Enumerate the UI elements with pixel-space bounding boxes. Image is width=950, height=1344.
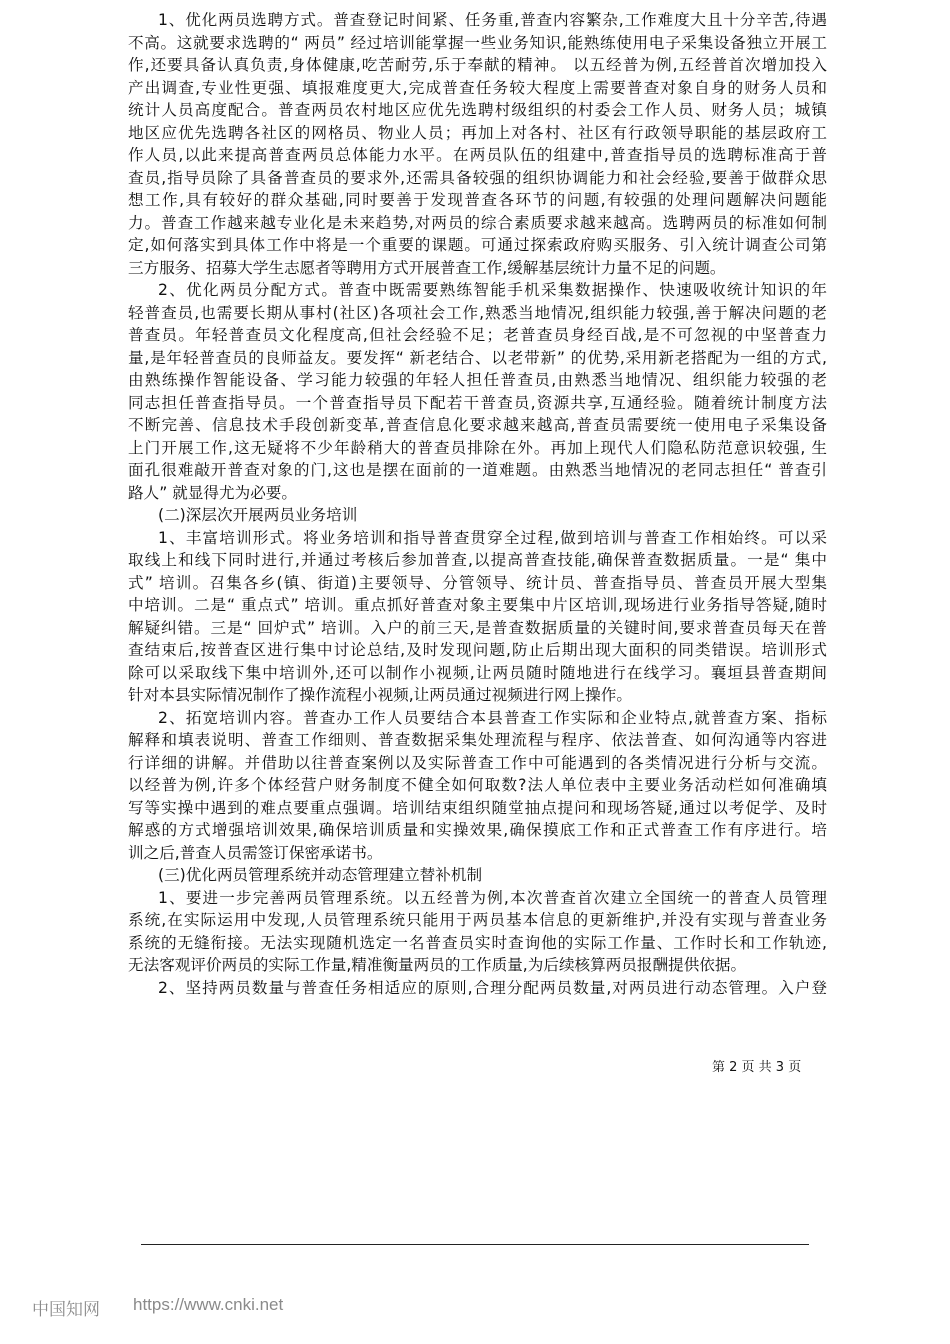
text-line: 普查员。年轻普查员文化程度高,但社会经验不足；老普查员身经百战,是不可忽视的中坚普查力	[128, 326, 827, 344]
text-line: 面孔很难敲开普查对象的门,这也是摆在面前的一道难题。由熟悉当地情况的老同志担任“ 普查引	[128, 461, 827, 479]
paragraph	[128, 864, 827, 887]
text-line: 行详细的讲解。并借助以往普查案例以及实际普查工作中可能遇到的各类情况进行分析与交流。	[128, 753, 827, 772]
text-line: 上门开展工作,这无疑将不少年龄稍大的普查员排除在外。再加上现代人们隐私防范意识较强, 生	[128, 438, 827, 457]
text-line: 2、坚持两员数量与普查任务相适应的原则,合理分配两员数量,对两员进行动态管理。入户登	[158, 978, 827, 997]
page-number: 第 2 页 共 3 页	[712, 1060, 802, 1075]
footer-divider	[141, 1244, 809, 1245]
text-line: 想工作,具有较好的群众基础,同时要善于发现普查各环节的问题,有较强的处理问题解决问题能	[128, 191, 827, 209]
text-line: 1、丰富培训形式。将业务培训和指导普查贯穿全过程,做到培训与普查工作相始终。可以采	[158, 528, 827, 547]
paragraph	[128, 279, 827, 504]
text-line: 由熟练操作智能设备、学习能力较强的年轻人担任普查员,由熟悉当地情况、组织能力较强的老	[128, 371, 827, 389]
text-line: 产出调查,专业性更强、填报难度更大,完成普查任务较大程度上需要普查对象自身的财务人员和	[128, 78, 827, 97]
text-line: 2、拓宽培训内容。普查办工作人员要结合本县普查工作实际和企业特点,就普查方案、指标	[158, 708, 827, 727]
text-line: 以经普为例,许多个体经营户财务制度不健全如何取数?法人单位表中主要业务活动栏如何准确填	[128, 776, 827, 794]
text-line: 无法客观评价两员的实际工作量,精准衡量两员的工作质量,为后续核算两员报酬提供依据。	[128, 956, 747, 974]
paragraph	[128, 9, 827, 279]
text-line: 路人” 就显得尤为必要。	[128, 483, 297, 502]
text-line: 解释和填表说明、普查工作细则、普查数据采集处理流程与程序、依法普查、如何沟通等内容进	[128, 731, 827, 749]
text-line: 写等实操中遇到的难点要重点强调。培训结束组织随堂抽点提问和现场答疑,通过以考促学、及时	[128, 798, 827, 817]
text-line: 查结束后,按普查区进行集中讨论总结,及时发现问题,防止后期出现大面积的同类错误。培训形式	[128, 641, 827, 659]
text-line: 解疑纠错。三是“ 回炉式” 培训。入户的前三天,是普查数据质量的关键时间,要求普查员每天在普	[128, 618, 827, 637]
text-line: 系统的无缝衔接。无法实现随机选定一名普查员实时查询他的实际工作量、工作时长和工作轨迹,	[128, 933, 827, 952]
document-body	[128, 9, 827, 999]
text-line: (二)深层次开展两员业务培训	[158, 506, 358, 524]
text-line: 2、优化两员分配方式。普查中既需要熟练智能手机采集数据操作、快速吸收统计知识的年	[158, 281, 827, 299]
text-line: 轻普查员,也需要长期从事村(社区)各项社会工作,熟悉当地情况,组织能力较强,善于解决问题的老	[128, 303, 827, 322]
text-line: 定,如何落实到具体工作中将是一个重要的课题。可通过探索政府购买服务、引入统计调查公司第	[128, 236, 827, 254]
text-line: 同志担任普查指导员。一个普查指导员下配若干普查员,资源共享,互通经验。随着统计制度方法	[128, 393, 827, 412]
text-line: (三)优化两员管理系统并动态管理建立替补机制	[158, 866, 483, 884]
text-line: 统计人员高度配合。普查两员农村地区应优先选聘村级组织的村委会工作人员、财务人员；城镇	[128, 101, 827, 119]
paragraph	[128, 504, 827, 527]
text-line: 中培训。二是“ 重点式” 培训。重点抓好普查对象主要集中片区培训,现场进行业务指导答疑,随时	[128, 596, 827, 614]
paragraph	[128, 707, 827, 865]
text-line: 不高。这就要求选聘的“ 两员” 经过培训能掌握一些业务知识,能熟练使用电子采集设备独立开展工	[128, 33, 827, 52]
text-line: 1、要进一步完善两员管理系统。以五经普为例,本次普查首次建立全国统一的普查人员管理	[158, 888, 827, 907]
text-line: 地区应优先选聘各社区的网格员、物业人员；再加上对各村、社区有行政领导职能的基层政府工	[128, 123, 827, 142]
text-line: 量,是年轻普查员的良师益友。要发挥“ 新老结合、以老带新” 的优势,采用新老搭配为一组的方式,	[128, 348, 827, 367]
paragraph	[128, 887, 827, 977]
paragraph	[128, 527, 827, 707]
cnki-logo-text: 中国知网	[32, 1300, 100, 1320]
text-line: 式” 培训。召集各乡(镇、街道)主要领导、分管领导、统计员、普查指导员、普查员开展大型集	[128, 573, 827, 592]
text-line: 查员,指导员除了具备普查员的要求外,还需具备较强的组织协调能力和社会经验,要善于做群众思	[128, 168, 827, 187]
text-line: 取线上和线下同时进行,并通过考核后参加普查,以提高普查技能,确保普查数据质量。一是“ 集中	[128, 551, 827, 569]
text-line: 除可以采取线下集中培训外,还可以制作小视频,让两员随时随地进行在线学习。襄垣县普查期间	[128, 663, 827, 682]
paragraph	[128, 977, 827, 1000]
cnki-url-link[interactable]: https://www.cnki.net	[133, 1295, 284, 1314]
text-line: 训之后,普查人员需签订保密承诺书。	[128, 843, 383, 862]
text-line: 三方服务、招募大学生志愿者等聘用方式开展普查工作,缓解基层统计力量不足的问题。	[128, 258, 726, 277]
text-line: 不断完善、信息技术手段创新变革,普查信息化要求越来越高,普查员需要统一使用电子采集设备	[128, 416, 827, 434]
text-line: 解惑的方式增强培训效果,确保培训质量和实操效果,确保摸底工作和正式普查工作有序进行。培	[128, 821, 827, 839]
text-line: 系统,在实际运用中发现,人员管理系统只能用于两员基本信息的更新维护,并没有实现与普查业务	[128, 911, 827, 929]
text-line: 针对本县实际情况制作了操作流程小视频,让两员通过视频进行网上操作。	[128, 686, 632, 704]
text-line: 1、优化两员选聘方式。普查登记时间紧、任务重,普查内容繁杂,工作难度大且十分辛苦,待遇	[158, 11, 827, 29]
text-line: 作,还要具备认真负责,身体健康,吃苦耐劳,乐于奉献的精神。 以五经普为例,五经普首次增加投入	[128, 56, 827, 74]
text-line: 力。普查工作越来越专业化是未来趋势,对两员的综合素质要求越来越高。选聘两员的标准如何制	[128, 213, 827, 232]
text-line: 作人员,以此来提高普查两员总体能力水平。在两员队伍的组建中,普查指导员的选聘标准高于普	[128, 146, 827, 164]
